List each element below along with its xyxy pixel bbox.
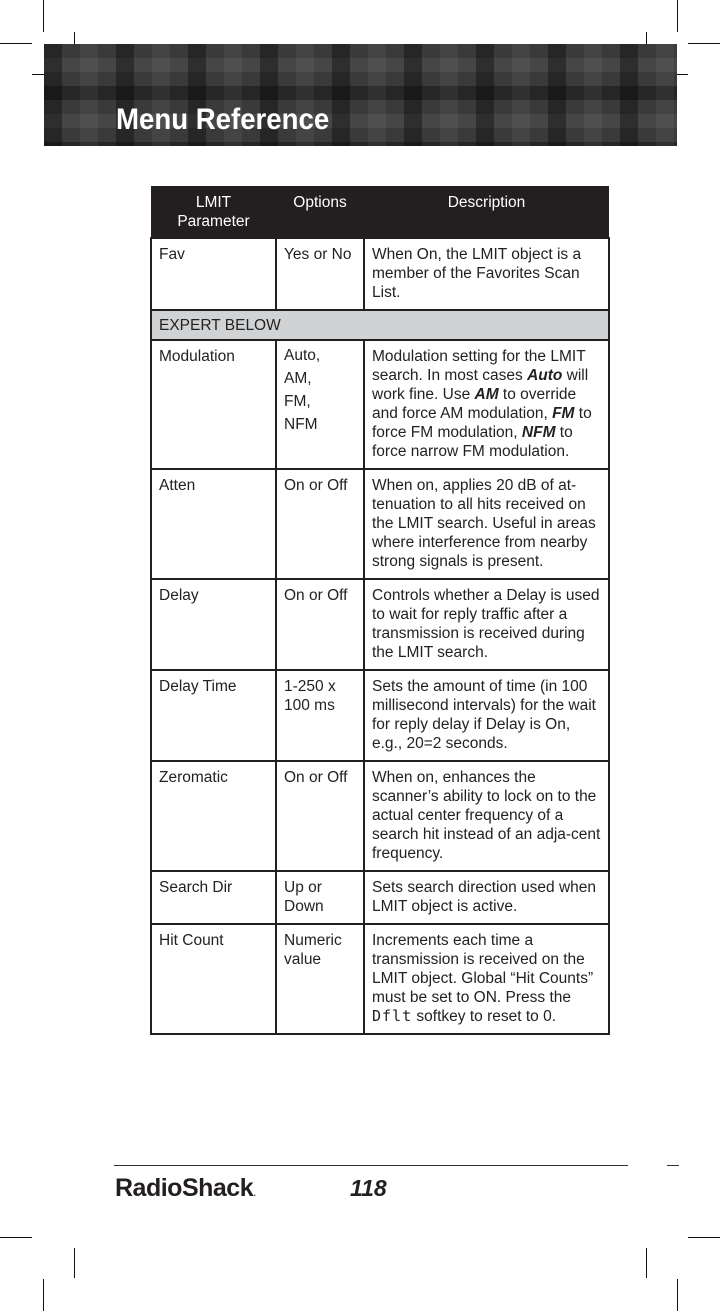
desc-text: to override and force AM modulation, xyxy=(372,386,577,422)
option-item: NFM xyxy=(284,416,318,433)
desc-emphasis: Auto xyxy=(527,367,563,384)
desc-text: will work fine. Use xyxy=(372,367,589,403)
param-cell: Delay xyxy=(151,579,276,670)
table-row xyxy=(151,340,609,469)
desc-text: to force narrow FM modulation. xyxy=(372,424,573,460)
crop-mark xyxy=(43,0,44,32)
crop-mark xyxy=(74,1248,75,1278)
section-row xyxy=(151,310,609,340)
crop-mark xyxy=(688,43,720,44)
dflt-softkey-label: Dflt xyxy=(372,1007,413,1025)
lmit-parameter-table xyxy=(150,186,610,1035)
desc-emphasis: FM xyxy=(552,405,575,422)
crop-mark xyxy=(688,1237,720,1238)
table-row xyxy=(151,579,609,670)
param-cell: Search Dir xyxy=(151,871,276,924)
description-cell: When on, applies 20 dB of at-tenuation to all hits received on the LMIT search. Useful in areas where interference from nearby strong signals is present. xyxy=(364,469,609,579)
column-header-parameter: LMIT Parameter xyxy=(151,186,276,238)
options-cell: On or Off xyxy=(276,579,364,670)
brand-text: RadioShack xyxy=(115,1174,254,1202)
column-header-options: Options xyxy=(276,186,364,238)
crop-mark xyxy=(677,1279,678,1311)
table-row xyxy=(151,238,609,310)
brand-mark: . xyxy=(253,1185,256,1199)
page-number: 118 xyxy=(350,1175,387,1201)
description-cell: Controls whether a Delay is used to wait for reply traffic after a transmission is received during the LMIT search. xyxy=(364,579,609,670)
options-cell: Yes or No xyxy=(276,238,364,310)
footer-tick xyxy=(667,1165,679,1166)
description-cell: Sets search direction used when LMIT object is active. xyxy=(364,871,609,924)
param-cell: Atten xyxy=(151,469,276,579)
option-item: AM, xyxy=(284,370,312,387)
description-cell xyxy=(364,924,609,1034)
table-row xyxy=(151,871,609,924)
column-header-description: Description xyxy=(364,186,609,238)
crop-mark xyxy=(43,1279,44,1311)
description-cell: When On, the LMIT object is a member of the Favorites Scan List. xyxy=(364,238,609,310)
param-cell: Modulation xyxy=(151,340,276,469)
param-cell: Delay Time xyxy=(151,670,276,761)
options-cell: On or Off xyxy=(276,761,364,871)
options-cell xyxy=(276,340,364,469)
desc-emphasis: AM xyxy=(474,386,499,403)
param-cell: Fav xyxy=(151,238,276,310)
desc-text: Increments each time a transmission is received on the LMIT object. Global “Hit Counts” must be set to ON. Press the xyxy=(372,932,594,1006)
crop-mark xyxy=(677,0,678,32)
desc-text: Modulation setting for the LMIT search. In most cases xyxy=(372,348,586,384)
table-row xyxy=(151,670,609,761)
desc-text: to force FM modulation, xyxy=(372,405,592,441)
table-header-row xyxy=(151,186,609,238)
param-cell: Hit Count xyxy=(151,924,276,1034)
crop-mark xyxy=(0,1237,32,1238)
table-row xyxy=(151,469,609,579)
option-item: FM, xyxy=(284,393,311,410)
options-cell: Up or Down xyxy=(276,871,364,924)
options-cell: On or Off xyxy=(276,469,364,579)
table-row xyxy=(151,761,609,871)
desc-text: softkey to reset to 0. xyxy=(412,1008,556,1025)
options-cell: 1-250 x 100 ms xyxy=(276,670,364,761)
footer-rule xyxy=(114,1165,628,1166)
crop-mark xyxy=(646,1248,647,1278)
option-item: Auto, xyxy=(284,347,321,364)
description-cell xyxy=(364,340,609,469)
table-row xyxy=(151,924,609,1034)
page-title: Menu Reference xyxy=(116,103,330,136)
crop-mark xyxy=(0,43,32,44)
param-cell: Zeromatic xyxy=(151,761,276,871)
radioshack-logo xyxy=(115,1174,256,1203)
section-label: EXPERT BELOW xyxy=(151,310,609,340)
description-cell: When on, enhances the scanner’s ability to lock on to the actual center frequency of a search hit instead of an adja-cent frequency. xyxy=(364,761,609,871)
options-cell: Numeric value xyxy=(276,924,364,1034)
description-cell: Sets the amount of time (in 100 millisecond intervals) for the wait for reply delay if Delay is On, e.g., 20=2 seconds. xyxy=(364,670,609,761)
desc-emphasis: NFM xyxy=(521,424,556,441)
